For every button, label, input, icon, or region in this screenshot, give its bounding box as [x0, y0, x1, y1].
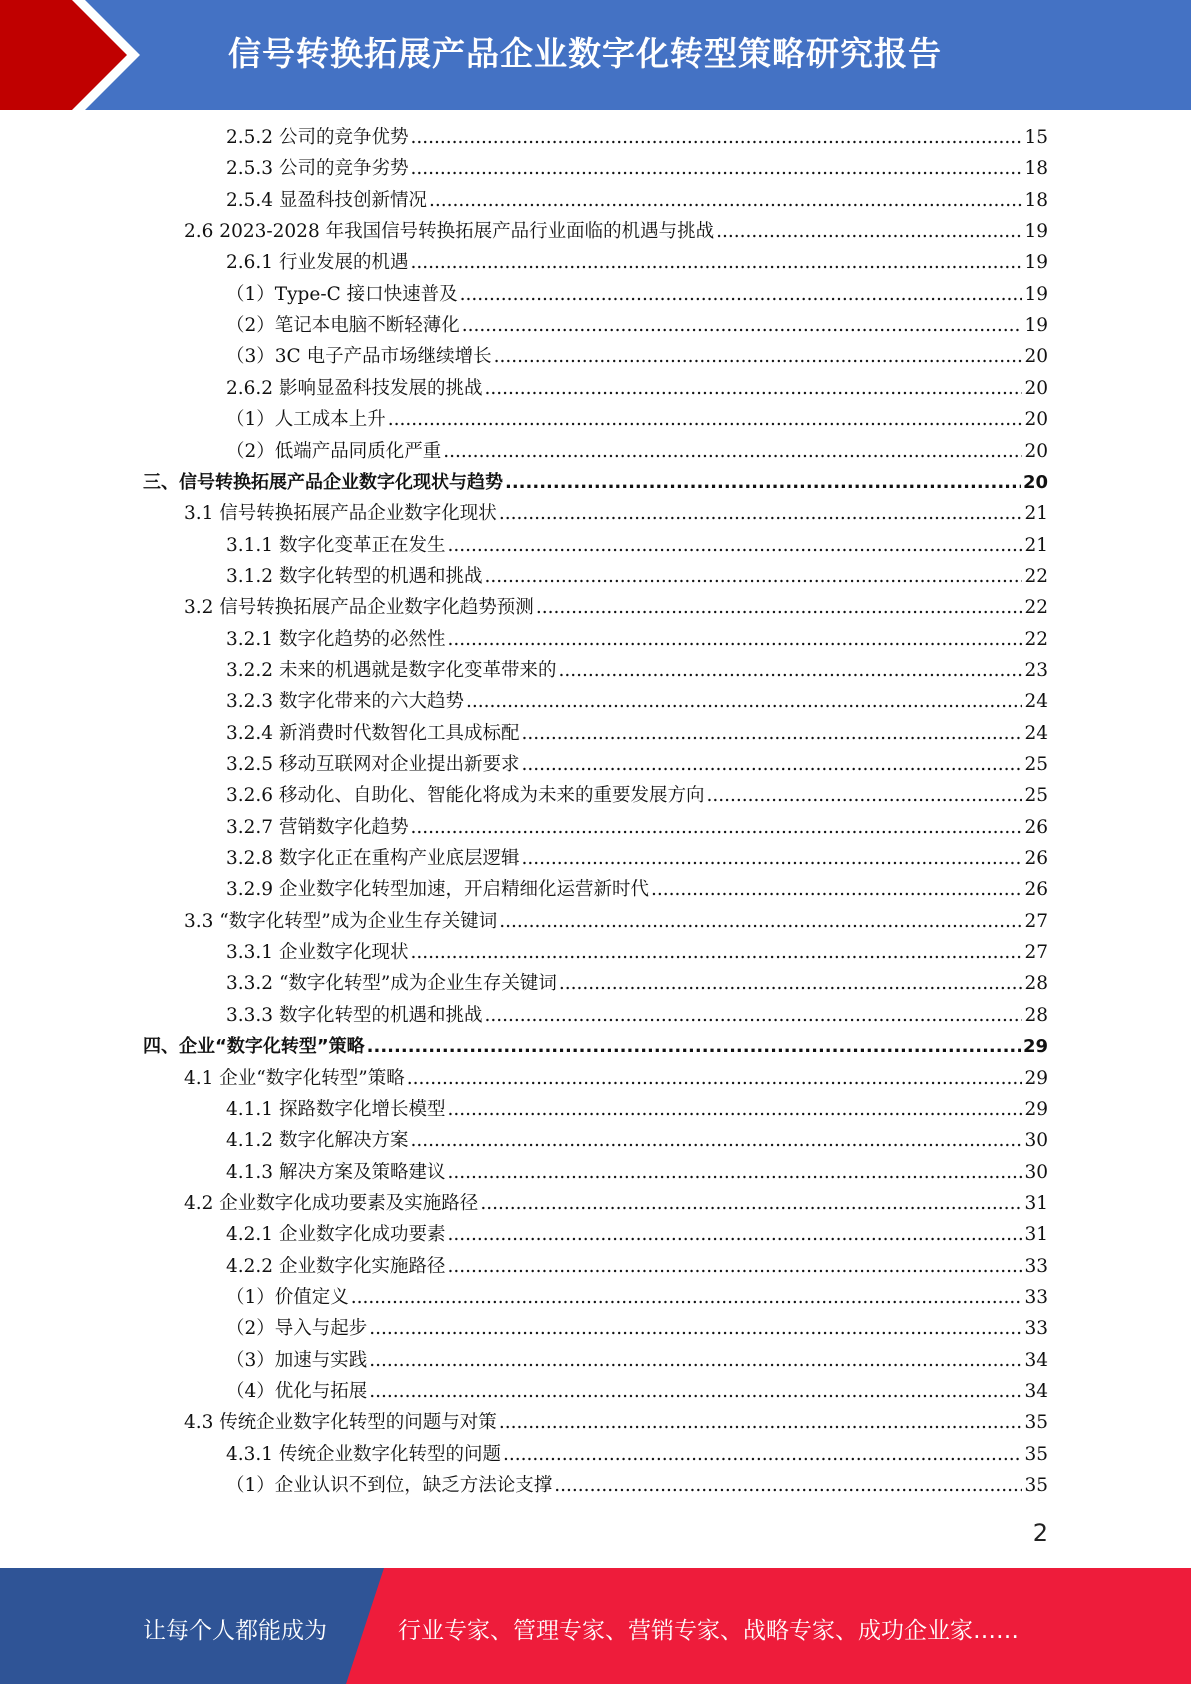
toc-leader-dots — [429, 187, 1022, 215]
toc-leader-dots — [521, 845, 1022, 873]
toc-entry-page: 28 — [1024, 1004, 1048, 1026]
toc-entry[interactable] — [184, 1409, 1048, 1437]
toc-leader-dots — [558, 657, 1022, 685]
toc-entry[interactable] — [226, 845, 1048, 873]
toc-entry[interactable] — [226, 1347, 1048, 1375]
toc-entry-label: （3）3C 电子产品市场继续增长 — [226, 346, 492, 368]
toc-entry[interactable] — [226, 688, 1048, 716]
toc-entry-page: 18 — [1024, 189, 1048, 211]
toc-leader-dots — [447, 532, 1022, 560]
toc-entry[interactable] — [226, 406, 1048, 434]
toc-entry-label: 3.2.4 新消费时代数智化工具成标配 — [226, 722, 520, 744]
toc-entry-label: （3）加速与实践 — [226, 1349, 368, 1371]
toc-entry-page: 25 — [1024, 754, 1048, 775]
toc-entry-page: 26 — [1024, 848, 1048, 870]
toc-leader-dots — [480, 1190, 1022, 1218]
toc-entry-label: 3.2 信号转换拓展产品企业数字化趋势预测 — [184, 597, 534, 619]
toc-leader-dots — [521, 720, 1022, 748]
toc-entry[interactable] — [184, 1190, 1048, 1218]
toc-entry-label: 2.6.2 影响显盈科技发展的挑战 — [226, 377, 483, 399]
toc-leader-dots — [369, 1378, 1022, 1406]
toc-entry-page: 27 — [1024, 942, 1048, 964]
toc-entry[interactable] — [226, 281, 1048, 309]
toc-entry-label: 3.3.2 “数字化转型”成为企业生存关键词 — [226, 973, 557, 995]
report-title: 信号转换拓展产品企业数字化转型策略研究报告 — [228, 34, 942, 73]
toc-entry[interactable] — [226, 312, 1048, 340]
toc-leader-dots — [559, 970, 1023, 998]
header-arrow-decoration — [0, 0, 150, 110]
toc-entry[interactable] — [184, 500, 1048, 528]
toc-entry[interactable] — [226, 1159, 1048, 1187]
toc-entry[interactable] — [226, 1127, 1048, 1155]
toc-entry[interactable] — [226, 1002, 1048, 1030]
toc-leader-dots — [706, 782, 1022, 810]
toc-leader-dots — [651, 876, 1022, 904]
toc-entry-page: 18 — [1024, 158, 1048, 180]
toc-entry-label: 3.2.9 企业数字化转型加速，开启精细化运营新时代 — [226, 879, 649, 901]
toc-leader-dots — [484, 1002, 1022, 1030]
toc-entry-label: 2.5.3 公司的竞争劣势 — [226, 158, 409, 180]
toc-entry-label: 3.2.8 数字化正在重构产业底层逻辑 — [226, 848, 520, 870]
toc-entry[interactable] — [184, 908, 1048, 936]
toc-leader-dots — [369, 1315, 1022, 1343]
toc-entry-page: 34 — [1024, 1349, 1048, 1371]
toc-leader-dots — [367, 1033, 1021, 1061]
toc-leader-dots — [447, 626, 1022, 654]
toc-entry-page: 26 — [1024, 879, 1048, 901]
toc-entry-page: 33 — [1024, 1286, 1048, 1308]
toc-entry-label: （2）笔记本电脑不断轻薄化 — [226, 315, 460, 337]
toc-leader-dots — [460, 281, 1023, 309]
toc-entry-page: 15 — [1024, 127, 1048, 148]
page-footer — [0, 1568, 1191, 1684]
toc-entry[interactable] — [226, 1096, 1048, 1124]
page-header — [0, 0, 1191, 110]
toc-entry-page: 28 — [1024, 973, 1048, 995]
toc-entry-page: 34 — [1024, 1381, 1048, 1402]
toc-leader-dots — [447, 1221, 1022, 1249]
toc-entry[interactable] — [226, 657, 1048, 685]
toc-entry-page: 23 — [1024, 659, 1048, 681]
toc-entry-label: 3.1.1 数字化变革正在发生 — [226, 534, 446, 556]
toc-entry-label: （4）优化与拓展 — [226, 1381, 368, 1402]
toc-entry-page: 33 — [1024, 1318, 1048, 1340]
toc-entry-page: 22 — [1024, 565, 1048, 587]
toc-entry-label: 3.3.3 数字化转型的机遇和挑战 — [226, 1004, 483, 1026]
toc-entry[interactable] — [226, 249, 1048, 277]
toc-entry[interactable] — [226, 782, 1048, 810]
toc-entry-label: （2）低端产品同质化严重 — [226, 440, 442, 462]
toc-entry[interactable] — [226, 1315, 1048, 1343]
toc-entry-label: 4.3.1 传统企业数字化转型的问题 — [226, 1443, 501, 1465]
toc-entry-page: 30 — [1024, 1161, 1048, 1183]
toc-entry[interactable] — [226, 155, 1048, 183]
toc-entry-page: 25 — [1024, 785, 1048, 807]
toc-entry-page: 27 — [1024, 910, 1048, 932]
toc-entry-page: 21 — [1024, 534, 1048, 556]
toc-entry-page: 21 — [1024, 503, 1048, 525]
toc-leader-dots — [466, 688, 1022, 716]
toc-leader-dots — [369, 1347, 1022, 1375]
toc-leader-dots — [410, 1127, 1022, 1155]
toc-entry[interactable] — [226, 438, 1048, 466]
toc-leader-dots — [484, 563, 1022, 591]
toc-leader-dots — [521, 751, 1022, 779]
toc-entry-page: 19 — [1024, 221, 1048, 243]
toc-leader-dots — [716, 218, 1022, 246]
toc-leader-dots — [410, 814, 1022, 842]
footer-slogan-right: 行业专家、管理专家、营销专家、战略专家、成功企业家…… — [398, 1618, 1019, 1644]
toc-entry-label: 3.2.6 移动化、自助化、智能化将成为未来的重要发展方向 — [226, 785, 705, 807]
toc-entry[interactable] — [226, 1441, 1048, 1469]
toc-entry-label: 3.3 “数字化转型”成为企业生存关键词 — [184, 910, 498, 932]
toc-entry[interactable] — [226, 563, 1048, 591]
toc-entry[interactable] — [226, 876, 1048, 904]
toc-entry-label: 4.1 企业“数字化转型”策略 — [184, 1067, 405, 1089]
toc-leader-dots — [351, 1284, 1023, 1312]
toc-entry-page: 19 — [1024, 315, 1048, 337]
toc-entry-page: 31 — [1024, 1192, 1048, 1214]
toc-entry-label: 3.2.1 数字化趋势的必然性 — [226, 628, 446, 650]
toc-entry[interactable] — [226, 626, 1048, 654]
toc-entry-page: 33 — [1024, 1255, 1048, 1277]
toc-entry-page: 29 — [1024, 1067, 1048, 1089]
toc-entry-label: 3.2.7 营销数字化趋势 — [226, 816, 409, 838]
toc-entry-page: 29 — [1024, 1098, 1048, 1120]
toc-entry-label: （1）企业认识不到位，缺乏方法论支撑 — [226, 1475, 553, 1497]
toc-entry[interactable] — [226, 343, 1048, 371]
toc-leader-dots — [536, 594, 1023, 622]
toc-entry-label: （2）导入与起步 — [226, 1318, 368, 1340]
toc-entry[interactable] — [226, 970, 1048, 998]
toc-entry[interactable] — [226, 375, 1048, 403]
toc-entry[interactable] — [226, 1284, 1048, 1312]
toc-entry-page: 24 — [1024, 722, 1048, 744]
toc-entry-label: 4.1.1 探路数字化增长模型 — [226, 1098, 446, 1120]
toc-entry[interactable] — [226, 187, 1048, 215]
toc-leader-dots — [462, 312, 1023, 340]
toc-leader-dots — [443, 438, 1022, 466]
toc-entry[interactable] — [226, 532, 1048, 560]
toc-entry[interactable] — [226, 124, 1048, 152]
toc-entry-page: 20 — [1024, 409, 1048, 431]
toc-entry-page: 22 — [1024, 597, 1048, 619]
toc-entry-label: 2.5.4 显盈科技创新情况 — [226, 189, 427, 211]
toc-entry-page: 19 — [1024, 252, 1048, 274]
page-number: 2 — [1032, 1519, 1048, 1547]
toc-leader-dots — [447, 1159, 1022, 1187]
toc-entry[interactable] — [226, 720, 1048, 748]
toc-entry-label: 3.2.2 未来的机遇就是数字化变革带来的 — [226, 659, 557, 681]
toc-entry-label: 4.2.2 企业数字化实施路径 — [226, 1255, 446, 1277]
toc-leader-dots — [407, 1065, 1023, 1093]
toc-entry-page: 29 — [1022, 1036, 1048, 1058]
toc-entry[interactable] — [143, 469, 1048, 497]
toc-entry-label: 3.2.3 数字化带来的六大趋势 — [226, 691, 464, 713]
toc-entry[interactable] — [226, 751, 1048, 779]
toc-leader-dots — [499, 500, 1023, 528]
toc-entry-page: 20 — [1024, 377, 1048, 399]
toc-entry-page: 19 — [1024, 283, 1048, 305]
toc-entry-page: 20 — [1022, 471, 1048, 493]
toc-leader-dots — [410, 124, 1022, 152]
toc-leader-dots — [447, 1096, 1022, 1124]
toc-leader-dots — [410, 155, 1022, 183]
toc-leader-dots — [410, 249, 1022, 277]
toc-entry-page: 26 — [1024, 816, 1048, 838]
toc-entry[interactable] — [226, 1253, 1048, 1281]
toc-entry-page: 22 — [1024, 628, 1048, 650]
toc-entry-label: 2.6 2023-2028 年我国信号转换拓展产品行业面临的机遇与挑战 — [184, 221, 715, 243]
toc-entry-label: 三、信号转换拓展产品企业数字化现状与趋势 — [143, 471, 503, 493]
toc-leader-dots — [447, 1253, 1022, 1281]
toc-entry[interactable] — [184, 1065, 1048, 1093]
toc-entry-page: 35 — [1024, 1475, 1048, 1497]
toc-entry-page: 31 — [1024, 1224, 1048, 1246]
toc-entry-label: 3.1 信号转换拓展产品企业数字化现状 — [184, 503, 497, 525]
toc-entry-page: 35 — [1024, 1412, 1048, 1434]
toc-entry[interactable] — [226, 1378, 1048, 1406]
toc-entry[interactable] — [143, 1033, 1048, 1061]
toc-leader-dots — [410, 939, 1022, 967]
toc-entry[interactable] — [226, 1221, 1048, 1249]
toc-entry-page: 30 — [1024, 1130, 1048, 1152]
toc-entry-label: 4.2.1 企业数字化成功要素 — [226, 1224, 446, 1246]
toc-entry-page: 35 — [1024, 1443, 1048, 1465]
toc-entry-label: 4.1.3 解决方案及策略建议 — [226, 1161, 446, 1183]
toc-entry[interactable] — [226, 814, 1048, 842]
toc-entry-label: （1）价值定义 — [226, 1286, 349, 1308]
toc-leader-dots — [503, 1441, 1022, 1469]
toc-leader-dots — [499, 908, 1022, 936]
toc-leader-dots — [505, 469, 1021, 497]
toc-entry-page: 20 — [1024, 346, 1048, 368]
toc-entry-label: 3.1.2 数字化转型的机遇和挑战 — [226, 565, 483, 587]
toc-entry-label: （1）人工成本上升 — [226, 409, 386, 431]
toc-leader-dots — [499, 1409, 1023, 1437]
toc-entry-label: 四、企业“数字化转型”策略 — [143, 1036, 365, 1058]
toc-leader-dots — [388, 406, 1023, 434]
toc-leader-dots — [554, 1472, 1022, 1500]
toc-leader-dots — [484, 375, 1022, 403]
toc-entry[interactable] — [184, 218, 1048, 246]
toc-entry-label: （1）Type-C 接口快速普及 — [226, 283, 458, 305]
toc-entry-label: 2.5.2 公司的竞争优势 — [226, 127, 409, 148]
toc-entry-label: 3.2.5 移动互联网对企业提出新要求 — [226, 754, 520, 775]
toc-entry[interactable] — [184, 594, 1048, 622]
toc-entry-page: 24 — [1024, 691, 1048, 713]
toc-entry-label: 2.6.1 行业发展的机遇 — [226, 252, 409, 274]
footer-slogan-left: 让每个人都能成为 — [143, 1618, 327, 1644]
toc-entry-label: 4.3 传统企业数字化转型的问题与对策 — [184, 1412, 497, 1434]
toc-entry-label: 4.1.2 数字化解决方案 — [226, 1130, 409, 1152]
toc-leader-dots — [494, 343, 1023, 371]
toc-entry[interactable] — [226, 939, 1048, 967]
toc-entry-label: 4.2 企业数字化成功要素及实施路径 — [184, 1192, 479, 1214]
toc-entry-page: 20 — [1024, 440, 1048, 462]
toc-entry[interactable] — [226, 1472, 1048, 1500]
toc-entry-label: 3.3.1 企业数字化现状 — [226, 942, 409, 964]
